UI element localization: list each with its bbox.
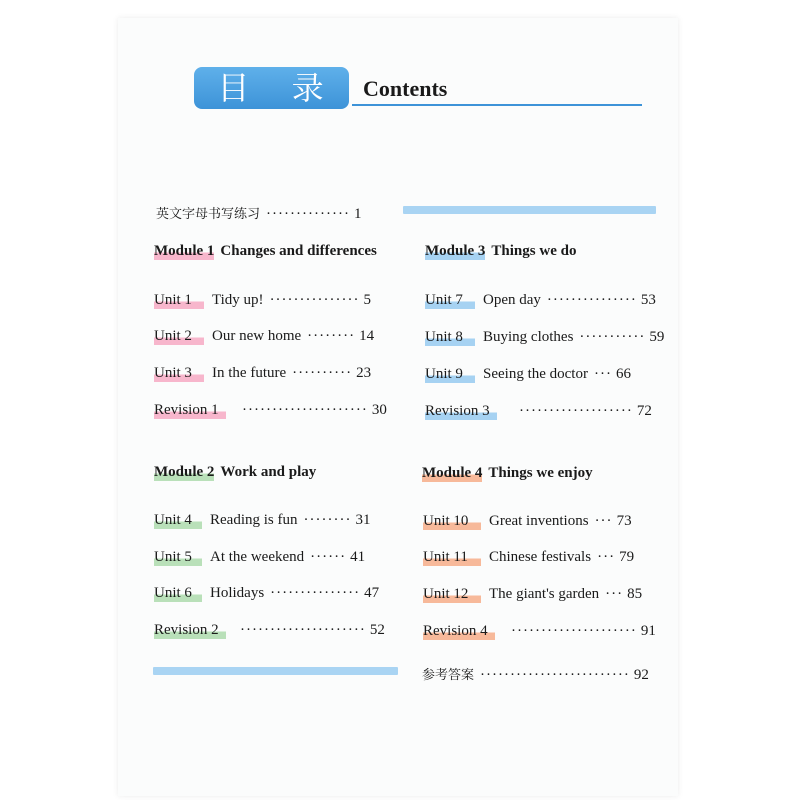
- unit-label: Revision 1: [154, 402, 226, 419]
- page-number: 5: [363, 292, 371, 308]
- page-number: 14: [359, 328, 375, 344]
- leader-dots: ···: [593, 366, 612, 382]
- leader-dots: ···················: [519, 403, 633, 419]
- unit-title: Our new home: [212, 328, 302, 344]
- divider-bar-top: [403, 206, 656, 214]
- leader-dots: ···: [597, 549, 616, 565]
- unit-label: Unit 4: [154, 512, 202, 529]
- title-underline: [352, 104, 642, 106]
- page-number: 92: [633, 667, 649, 683]
- module-heading-2: [154, 464, 316, 481]
- unit-title: Buying clothes: [483, 329, 574, 345]
- toc-entry-revision-1[interactable]: [154, 402, 387, 419]
- toc-entry-unit-1[interactable]: [154, 292, 371, 309]
- leader-dots: ···············: [269, 292, 360, 308]
- entry-label: 参考答案: [422, 668, 475, 683]
- module-title: Things we do: [491, 243, 577, 259]
- toc-entry-revision-3[interactable]: [425, 403, 652, 420]
- toc-entry-unit-8[interactable]: [425, 329, 664, 346]
- page-number: 53: [640, 292, 656, 308]
- unit-title: Open day: [483, 292, 541, 308]
- page-number: 72: [636, 403, 652, 419]
- module-label: Module 2: [154, 464, 215, 480]
- toc-entry-unit-5[interactable]: [154, 549, 365, 566]
- page-number: 73: [616, 513, 632, 529]
- toc-entry-unit-9[interactable]: [425, 366, 631, 383]
- leader-dots: ········: [303, 512, 352, 528]
- toc-entry-revision-4[interactable]: [423, 623, 656, 640]
- entry-label: 英文字母书写练习: [156, 207, 261, 222]
- leader-dots: ···········: [579, 329, 646, 345]
- leader-dots: ·····················: [240, 622, 366, 638]
- module-title: Things we enjoy: [488, 465, 593, 481]
- unit-label: Revision 4: [423, 623, 495, 640]
- unit-label: Unit 11: [423, 549, 481, 566]
- toc-entry-unit-4[interactable]: [154, 512, 370, 529]
- module-title: Work and play: [220, 464, 317, 480]
- unit-title: At the weekend: [210, 549, 305, 565]
- page-number: 66: [615, 366, 631, 382]
- unit-label: Unit 10: [423, 513, 481, 530]
- module-heading-4: [422, 465, 593, 482]
- unit-label: Unit 9: [425, 366, 475, 383]
- unit-title: Tidy up!: [212, 292, 264, 308]
- page-number: 85: [627, 586, 643, 602]
- toc-entry-unit-3[interactable]: [154, 365, 371, 382]
- leader-dots: ········: [307, 328, 356, 344]
- page-number: 23: [356, 365, 372, 381]
- leader-dots: ··········: [292, 365, 353, 381]
- unit-label: Unit 3: [154, 365, 204, 382]
- unit-label: Revision 3: [425, 403, 497, 420]
- unit-label: Unit 1: [154, 292, 204, 309]
- leader-dots: ······: [310, 549, 347, 565]
- leader-dots: ·····················: [242, 402, 368, 418]
- unit-title: Reading is fun: [210, 512, 298, 528]
- leader-dots: ·····················: [511, 623, 637, 639]
- page-number: 59: [649, 329, 665, 345]
- unit-label: Revision 2: [154, 622, 226, 639]
- unit-label: Unit 6: [154, 585, 202, 602]
- page-number: 41: [350, 549, 366, 565]
- module-title: Changes and differences: [220, 243, 377, 259]
- leader-dots: ···: [594, 513, 613, 529]
- unit-title: In the future: [212, 365, 287, 381]
- unit-label: Unit 12: [423, 586, 481, 603]
- contents-title-cn: 目 录: [194, 67, 349, 109]
- toc-entry-unit-7[interactable]: [425, 292, 656, 309]
- page-number: 52: [369, 622, 385, 638]
- page-number: 79: [619, 549, 635, 565]
- leader-dots: ··············: [266, 206, 350, 222]
- toc-entry-answers[interactable]: [422, 664, 649, 684]
- module-heading-1: [154, 243, 377, 260]
- module-label: Module 4: [422, 465, 483, 481]
- module-label: Module 1: [154, 243, 215, 259]
- leader-dots: ·························: [480, 667, 630, 683]
- page-number: 31: [355, 512, 371, 528]
- unit-label: Unit 7: [425, 292, 475, 309]
- toc-entry-unit-10[interactable]: [423, 513, 632, 530]
- unit-title: Great inventions: [489, 513, 589, 529]
- toc-entry-unit-6[interactable]: [154, 585, 379, 602]
- toc-entry-revision-2[interactable]: [154, 622, 385, 639]
- contents-title-en: Contents: [363, 76, 448, 101]
- unit-title: Holidays: [210, 585, 265, 601]
- toc-entry-alphabet[interactable]: [156, 203, 361, 223]
- divider-bar-bottom: [153, 667, 398, 675]
- module-label: Module 3: [425, 243, 486, 259]
- leader-dots: ···············: [270, 585, 361, 601]
- page-number: 47: [364, 585, 380, 601]
- leader-dots: ···············: [546, 292, 637, 308]
- unit-label: Unit 2: [154, 328, 204, 345]
- unit-label: Unit 8: [425, 329, 475, 346]
- page-number: 1: [353, 206, 362, 222]
- unit-title: Seeing the doctor: [483, 366, 588, 382]
- toc-entry-unit-11[interactable]: [423, 549, 634, 566]
- unit-label: Unit 5: [154, 549, 202, 566]
- unit-title: Chinese festivals: [489, 549, 592, 565]
- page-number: 30: [371, 402, 387, 418]
- page-number: 91: [640, 623, 656, 639]
- toc-entry-unit-2[interactable]: [154, 328, 374, 345]
- toc-entry-unit-12[interactable]: [423, 586, 642, 603]
- unit-title: The giant's garden: [489, 586, 600, 602]
- leader-dots: ···: [605, 586, 624, 602]
- module-heading-3: [425, 243, 576, 260]
